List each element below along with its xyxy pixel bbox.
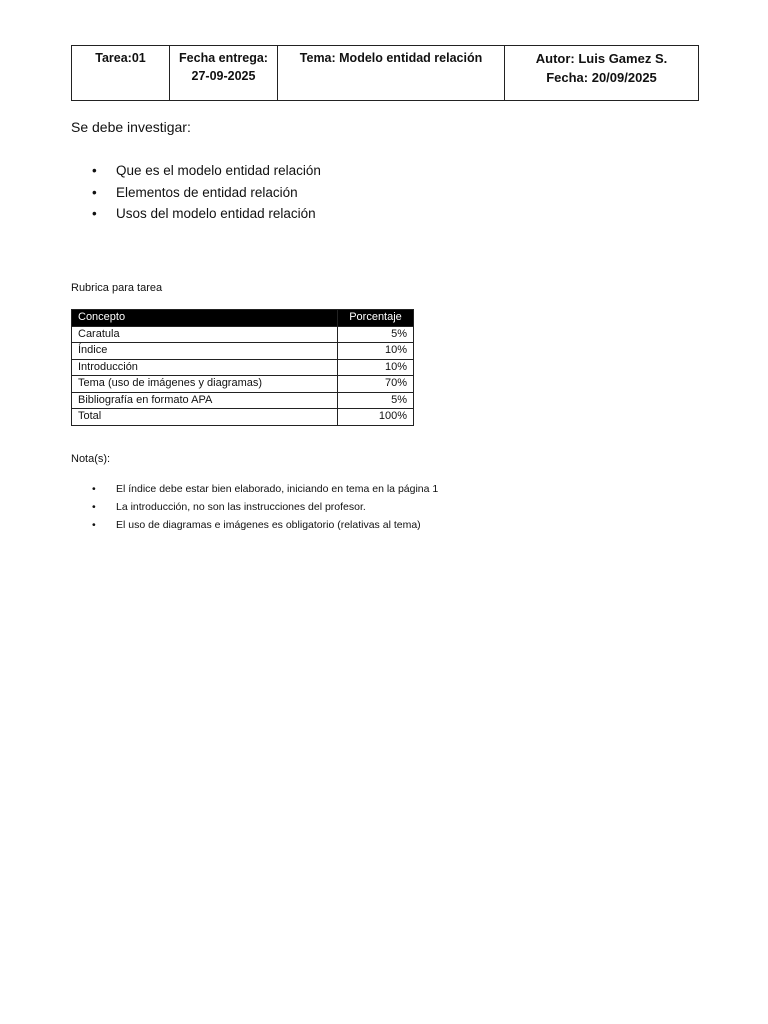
bullet-icon: • <box>92 184 97 200</box>
percent-cell: 5% <box>338 392 414 409</box>
concept-cell: Bibliografía en formato APA <box>72 392 338 409</box>
document-date: Fecha: 20/09/2025 <box>546 70 657 85</box>
concept-cell: Tema (uso de imágenes y diagramas) <box>72 376 338 393</box>
concept-cell: Total <box>72 409 338 426</box>
percent-cell: 5% <box>338 326 414 343</box>
topic-item-text: Elementos de entidad relación <box>116 184 298 200</box>
list-item <box>92 160 321 182</box>
table-row <box>72 409 414 426</box>
rubric-table <box>71 309 414 426</box>
list-item <box>92 498 438 516</box>
list-item <box>92 516 438 534</box>
topic-cell <box>278 46 505 101</box>
author-name: Autor: Luis Gamez S. <box>535 51 668 66</box>
list-item <box>92 480 438 498</box>
header-row <box>72 46 699 101</box>
concept-column-header: Concepto <box>72 310 338 327</box>
percent-column-header: Porcentaje <box>338 310 414 327</box>
bullet-icon: • <box>92 501 96 513</box>
note-item-text: La introducción, no son las instrucciones del profesor. <box>116 501 366 513</box>
table-row <box>72 343 414 360</box>
task-cell <box>72 46 170 101</box>
bullet-icon: • <box>92 206 97 221</box>
notes-title: Nota(s): <box>71 453 111 465</box>
author-cell <box>505 46 699 101</box>
topic-title: Tema: Modelo entidad relación <box>299 51 483 65</box>
header-table <box>71 45 699 101</box>
topic-item-text: Que es el modelo entidad relación <box>116 163 321 178</box>
topic-item-text: Usos del modelo entidad relación <box>116 206 316 221</box>
table-header-row <box>72 310 414 327</box>
bullet-icon: • <box>92 163 97 178</box>
percent-cell: 70% <box>338 376 414 393</box>
notes-list <box>92 480 438 534</box>
table-row <box>72 326 414 343</box>
concept-cell: Introducción <box>72 359 338 376</box>
percent-cell: 10% <box>338 359 414 376</box>
bullet-icon: • <box>92 519 96 531</box>
task-number: Tarea:01 <box>95 51 146 65</box>
percent-cell: 100% <box>338 409 414 426</box>
bullet-icon: • <box>92 483 96 495</box>
rubric-caption: Rubrica para tarea <box>71 282 163 294</box>
table-row <box>72 376 414 393</box>
concept-cell: Caratula <box>72 326 338 343</box>
list-item <box>92 203 321 225</box>
intro-text: Se debe investigar: <box>71 119 191 135</box>
table-row <box>72 359 414 376</box>
concept-cell: Índice <box>72 343 338 360</box>
note-item-text: El uso de diagramas e imágenes es obligatorio (relativas al tema) <box>116 519 421 531</box>
due-date-value: 27-09-2025 <box>191 69 256 83</box>
note-item-text: El índice debe estar bien elaborado, iniciando en tema en la página 1 <box>116 483 439 495</box>
list-item <box>92 182 321 204</box>
research-topics-list <box>92 160 321 225</box>
percent-cell: 10% <box>338 343 414 360</box>
table-row <box>72 392 414 409</box>
due-date-cell <box>170 46 278 101</box>
due-date-label: Fecha entrega: <box>179 51 268 65</box>
